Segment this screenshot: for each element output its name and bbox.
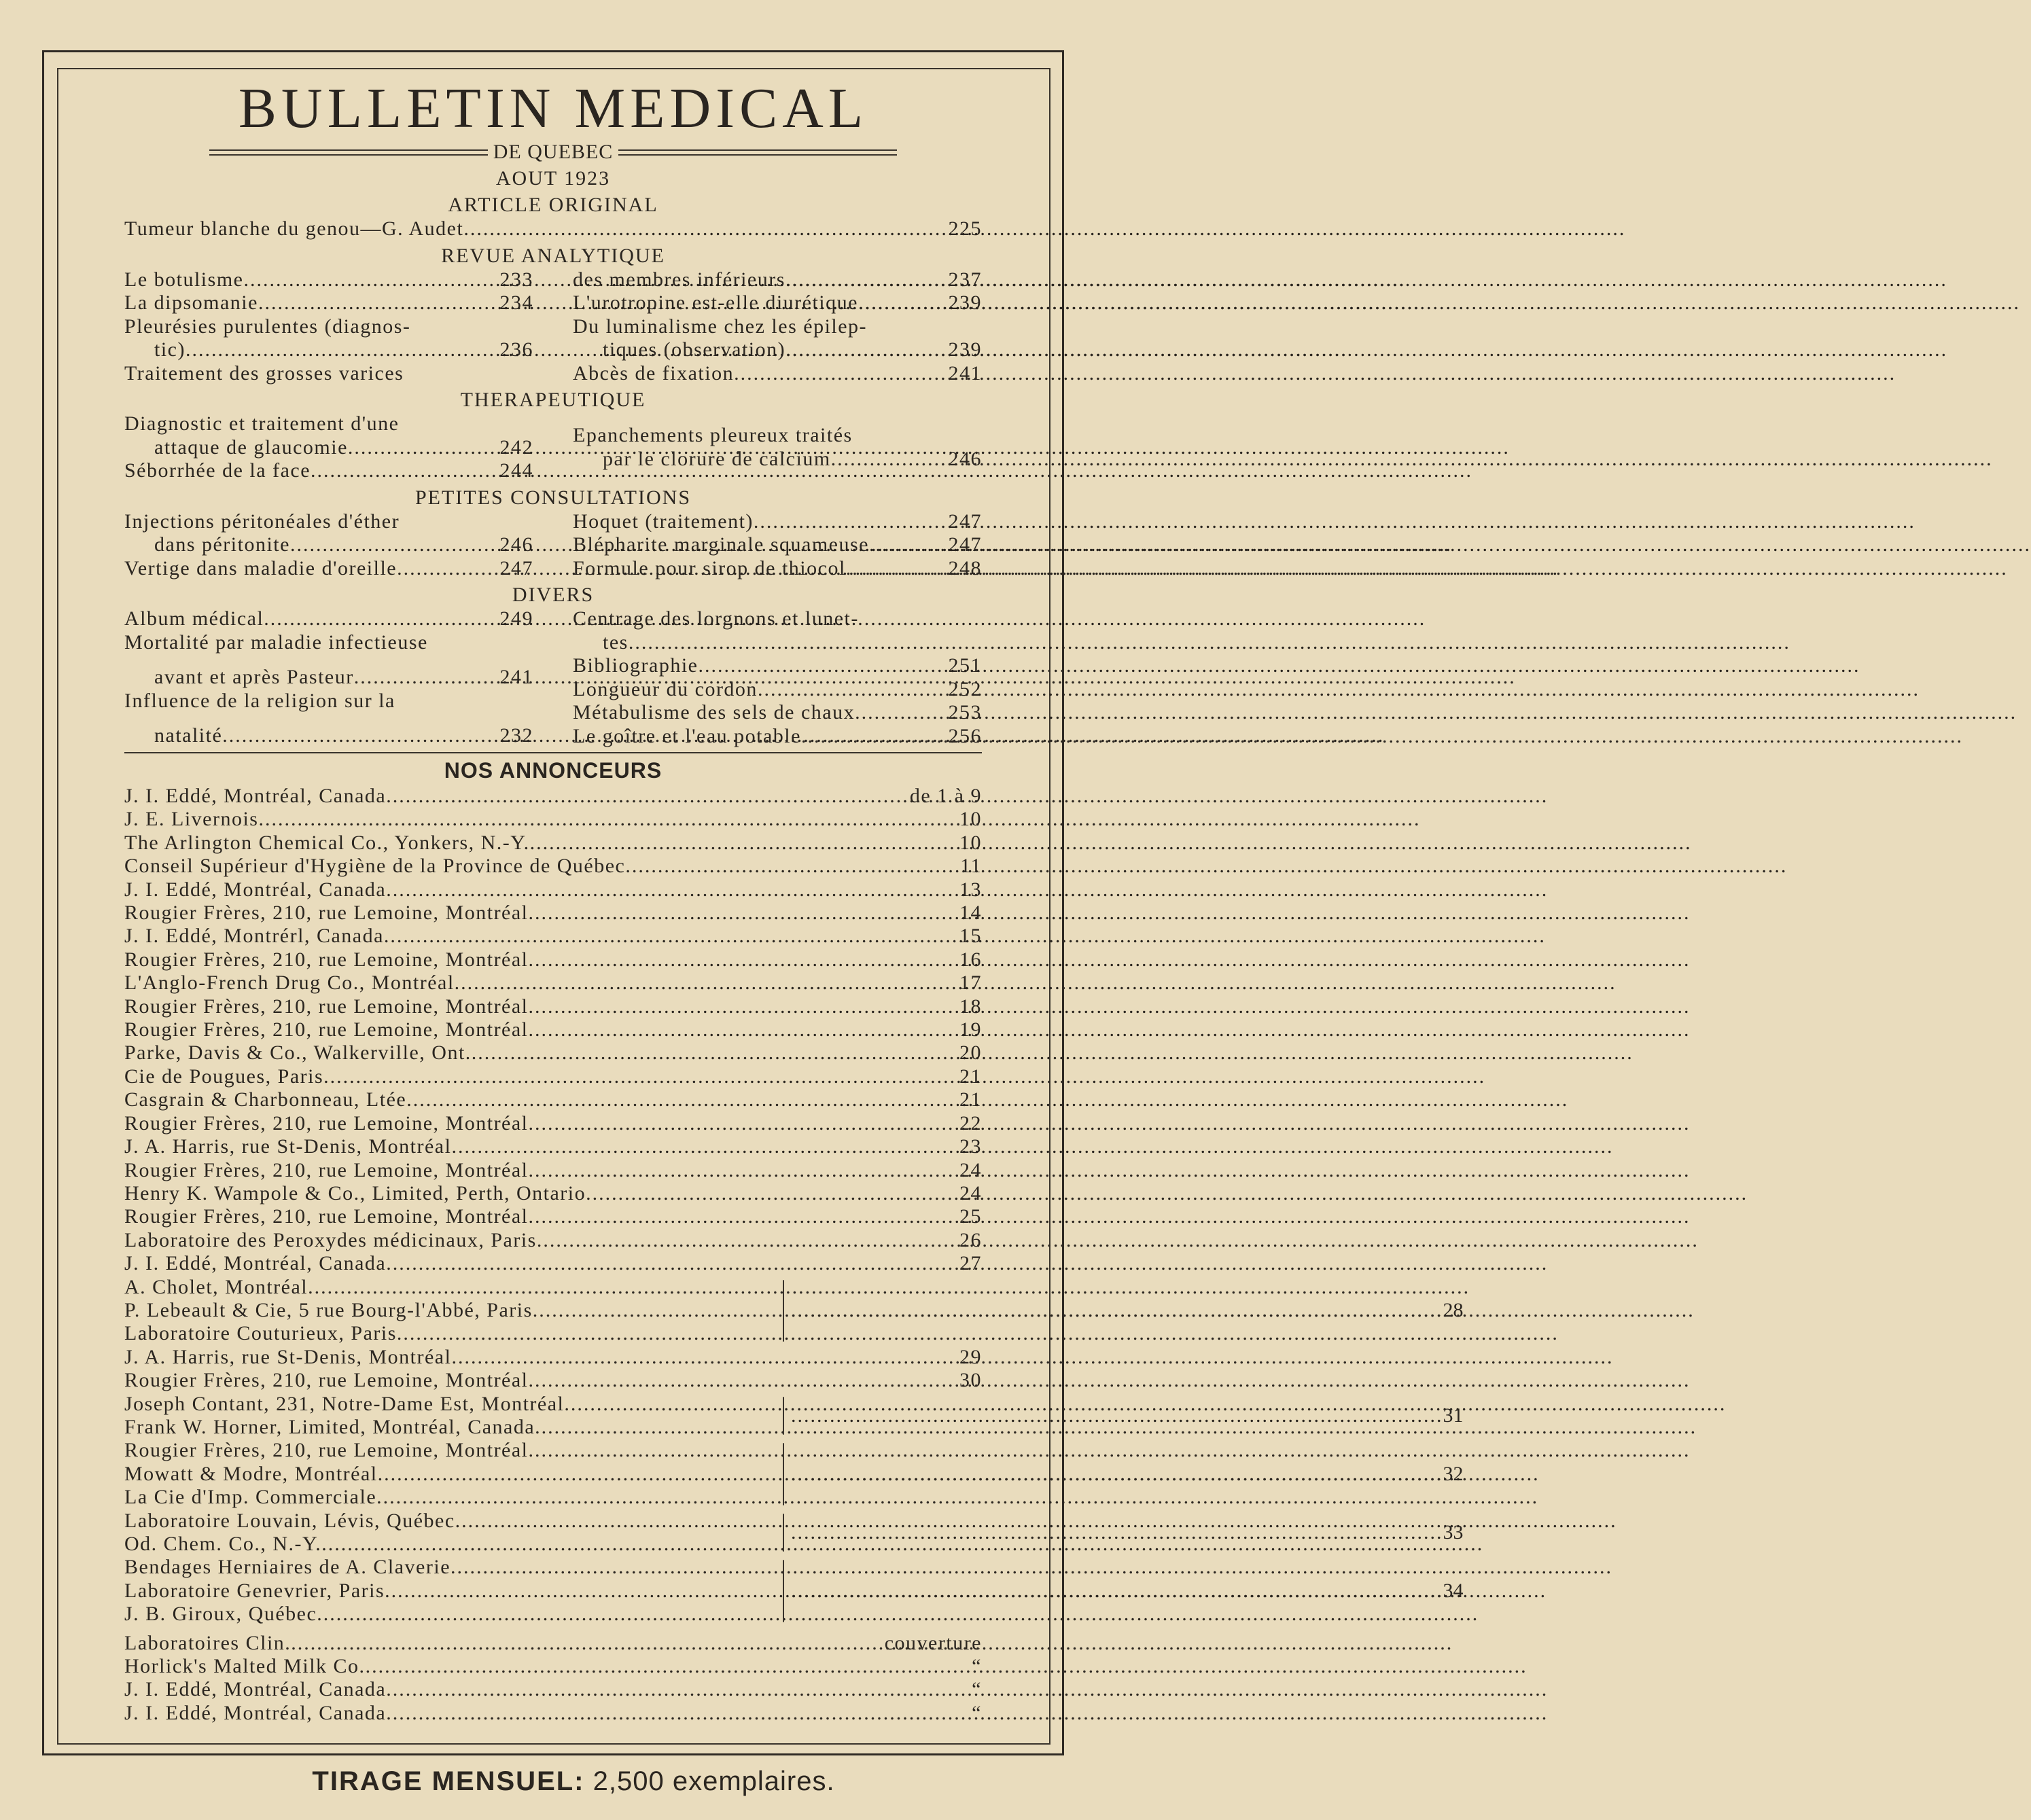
page-number: 13 [959, 878, 982, 901]
brace-bracket [783, 1560, 784, 1622]
advertiser-entry: Rougier Frères, 210, rue Lemoine, Montréal ..... 24 [124, 1159, 982, 1182]
section-divers: DIVERS [512, 584, 595, 606]
advertiser-group [124, 1509, 1464, 1556]
therapeutique-left-column [124, 412, 533, 483]
title-rule-left [209, 149, 488, 156]
toc-entry: L'urotropine est-elle diurétique ..... 239 [573, 291, 982, 315]
advertiser-entry: Casgrain & Charbonneau, Ltée ..... 21 [124, 1088, 982, 1111]
page-number: 253 [948, 701, 982, 724]
advertiser-entry: Rougier Frères, 210, rue Lemoine, Montréal ..... [124, 1439, 773, 1462]
brace-bracket [783, 1280, 784, 1342]
advertiser-group [124, 1275, 1464, 1346]
brace-bracket [783, 1514, 784, 1552]
advertisers-heading: NOS ANNONCEURS [444, 758, 663, 783]
page-content [124, 76, 1464, 1725]
toc-entry: Mortalité par maladie infectieuse [124, 630, 428, 654]
advertiser-entry: P. Lebeault & Cie, 5 rue Bourg-l'Abbé, Paris ..... [124, 1299, 773, 1322]
subtitle-row [124, 140, 982, 164]
page-number: 30 [959, 1369, 982, 1392]
advertiser-entry: J. I. Eddé, Montréal, Canada ..... de 1 à 9 [124, 785, 982, 808]
page-number: “ [972, 1701, 982, 1724]
section-divider [124, 752, 982, 753]
circulation-value: 2,500 exemplaires. [593, 1766, 835, 1796]
toc-entry: Longueur du cordon ..... 252 [573, 678, 982, 702]
consultations-left-column [124, 510, 533, 581]
advertiser-entry: Cie de Pougues, Paris ..... 21 [124, 1065, 982, 1088]
section-petites-consultations: PETITES CONSULTATIONS [414, 486, 691, 509]
page-number: 10 [959, 831, 982, 854]
advertiser-entry: J. B. Giroux, Québec ..... [124, 1603, 773, 1626]
toc-entry: Le botulisme ..... 233 [124, 268, 533, 292]
advertiser-entry: Rougier Frères, 210, rue Lemoine, Montréal ..... 14 [124, 902, 982, 925]
page-number: 34 [1443, 1580, 1464, 1603]
toc-entry: Epanchements pleureux traités [573, 424, 853, 446]
advertiser-group [124, 1392, 1464, 1440]
advertiser-entry: Rougier Frères, 210, rue Lemoine, Montréal ..... 19 [124, 1018, 982, 1041]
page-number: 247 [499, 556, 533, 579]
page-number: 32 [1443, 1462, 1464, 1485]
toc-entry: tiques (observation) ..... 239 [573, 338, 982, 362]
advertiser-entry: Henry K. Wampole & Co., Limited, Perth, Ontario ..... 24 [124, 1182, 982, 1205]
advertiser-entry: A. Cholet, Montréal ..... [124, 1276, 773, 1299]
page-number: 24 [959, 1158, 982, 1181]
page-number: 25 [959, 1205, 982, 1228]
brace-bracket [783, 1443, 784, 1505]
consultations-columns [124, 510, 982, 581]
advertiser-entry: Mowatt & Modre, Montréal ..... [124, 1463, 773, 1486]
advertiser-entry: J. I. Eddé, Montréal, Canada ..... 27 [124, 1252, 982, 1275]
page-number: 232 [499, 724, 533, 747]
advertiser-entry: Rougier Frères, 210, rue Lemoine, Montréal ..... 30 [124, 1369, 982, 1392]
page-number: 33 [1443, 1521, 1464, 1544]
toc-entry: Tumeur blanche du genou—G. Audet ..... 225 [124, 217, 982, 241]
section-revue-analytique: REVUE ANALYTIQUE [441, 244, 665, 267]
advertiser-entry: Parke, Davis & Co., Walkerville, Ont. ..... 20 [124, 1041, 982, 1065]
toc-entry: Traitement des grosses varices [124, 361, 404, 385]
advertiser-entry: Rougier Frères, 210, rue Lemoine, Montréal ..... 16 [124, 948, 982, 971]
page-number: 23 [959, 1135, 982, 1158]
page-number: 18 [959, 995, 982, 1018]
toc-entry: Abcès de fixation ..... 241 [573, 362, 982, 386]
advertiser-entry: J. I. Eddé, Montréal, Canada ..... “ [124, 1678, 982, 1701]
page-number: 11 [960, 855, 982, 878]
toc-entry: Diagnostic et traitement d'une [124, 412, 400, 435]
divers-right-column [573, 607, 982, 748]
page-number: 239 [948, 338, 982, 361]
toc-entry: Séborrhée de la face ..... 244 [124, 459, 533, 483]
advertiser-entry: Rougier Frères, 210, rue Lemoine, Montréal ..... 22 [124, 1112, 982, 1135]
page-number: 234 [499, 291, 533, 314]
advertiser-entry: La Cie d'Imp. Commerciale ..... [124, 1486, 773, 1509]
toc-entry: Formule pour sirop de thiocol ..... 248 [573, 557, 982, 581]
page-number: 17 [959, 971, 982, 995]
page-number: 256 [948, 724, 982, 747]
advertiser-entry: Rougier Frères, 210, rue Lemoine, Montréal ..... 25 [124, 1205, 982, 1228]
page-number: 242 [499, 435, 533, 459]
divers-left-column [124, 607, 533, 748]
toc-entry: Blépharite marginale squameuse ..... 247 [573, 533, 982, 557]
toc-entry: avant et après Pasteur ..... 241 [124, 666, 533, 690]
advertiser-entry: J. A. Harris, rue St-Denis, Montréal ..... 29 [124, 1346, 982, 1369]
page-number: 247 [948, 533, 982, 556]
page-number: 27 [959, 1252, 982, 1275]
toc-entry: Vertige dans maladie d'oreille ..... 247 [124, 557, 533, 581]
page-number: 19 [959, 1018, 982, 1041]
page-number: 241 [948, 361, 982, 385]
page-number: 10 [959, 808, 982, 831]
page-number: 20 [959, 1041, 982, 1065]
page-number: 236 [499, 338, 533, 361]
page-number: 252 [948, 677, 982, 700]
page-number: 29 [959, 1345, 982, 1368]
advertiser-entry: J. I. Eddé, Montréal, Canada ..... “ [124, 1702, 982, 1725]
page-number: “ [972, 1678, 982, 1701]
title-rule-right [618, 149, 897, 156]
toc-entry: dans péritonite ..... 246 [124, 533, 533, 557]
advertiser-entry: J. I. Eddé, Montréal, Canada ..... 13 [124, 878, 982, 902]
page-number: 249 [499, 607, 533, 630]
advertiser-entry: Frank W. Horner, Limited, Montréal, Canada ..... [124, 1416, 773, 1439]
advertiser-entry: Laboratoire Genevrier, Paris ..... [124, 1580, 773, 1603]
revue-columns [124, 268, 982, 386]
page-number: 247 [948, 510, 982, 533]
page-number: 21 [959, 1065, 982, 1088]
page-number: 26 [959, 1228, 982, 1251]
page-number: 239 [948, 291, 982, 314]
toc-entry: Métabulisme des sels de chaux ..... 253 [573, 701, 982, 725]
issue-date: AOUT 1923 [495, 167, 611, 190]
page-number: 24 [959, 1181, 982, 1205]
toc-entry: Influence de la religion sur la [124, 689, 395, 712]
page-number: 21 [959, 1088, 982, 1111]
advertiser-group [124, 1439, 1464, 1509]
toc-entry: tic) ..... 236 [124, 338, 533, 362]
page-number: 246 [948, 447, 982, 470]
consultations-right-column [573, 510, 982, 581]
toc-entry: Centrage des lorgnons et lunet- [573, 607, 859, 630]
page-title: BULLETIN MEDICAL [238, 77, 868, 140]
advertiser-entry: Laboratoire Couturieux, Paris ..... [124, 1322, 773, 1345]
advertiser-entry: J. E. Livernois ..... 10 [124, 808, 982, 831]
advertiser-entry: Laboratoires Clin. ..... couverture [124, 1632, 982, 1655]
page-number: 14 [959, 902, 982, 925]
section-therapeutique: THERAPEUTIQUE [460, 389, 646, 411]
toc-entry: natalité ..... 232 [124, 724, 533, 748]
advertiser-entry: Horlick's Malted Milk Co. ..... “ [124, 1655, 982, 1678]
toc-entry: Injections péritonéales d'éther [124, 510, 400, 533]
page-number: 233 [499, 268, 533, 291]
advertiser-entry: J. A. Harris, rue St-Denis, Montréal ..... 23 [124, 1135, 982, 1158]
circulation-footer [0, 1766, 1147, 1797]
toc-entry: des membres inférieurs ..... 237 [573, 268, 982, 292]
page-number: 28 [1443, 1299, 1464, 1322]
page-number: 251 [948, 654, 982, 677]
advertiser-group [124, 1556, 1464, 1626]
page-subtitle: DE QUEBEC [493, 141, 614, 163]
advertiser-entry: Rougier Frères, 210, rue Lemoine, Montréal ..... 18 [124, 995, 982, 1018]
advertiser-entry: Conseil Supérieur d'Hygiène de la Province de Québec ..... 11 [124, 855, 982, 878]
advertiser-entry: Joseph Contant, 231, Notre-Dame Est, Montréal ..... [124, 1393, 773, 1416]
toc-entry: Bibliographie ..... 251 [573, 654, 982, 678]
toc-entry: Hoquet (traitement) ..... 247 [573, 510, 982, 534]
page-number: 241 [499, 666, 533, 688]
toc-entry: attaque de glaucomie ..... 242 [124, 436, 533, 460]
page-number: 237 [948, 268, 982, 291]
advertiser-entry: The Arlington Chemical Co., Yonkers, N.-Y. ..... 10 [124, 832, 982, 855]
toc-entry: Du luminalisme chez les épilep- [573, 315, 868, 338]
advertiser-entry: Laboratoire Louvain, Lévis, Québec ..... [124, 1510, 773, 1533]
advertiser-entry: Bendages Herniaires de A. Claverie ..... [124, 1556, 773, 1579]
therapeutique-right-column [573, 412, 982, 483]
advertiser-entry: Laboratoire des Peroxydes médicinaux, Paris ..... 26 [124, 1229, 982, 1252]
advertiser-entry: J. I. Eddé, Montrérl, Canada ..... 15 [124, 925, 982, 948]
toc-entry: par le clorure de calcium ..... 246 [573, 448, 982, 471]
toc-entry: Album médical ..... 249 [124, 607, 533, 631]
page-number: 31 [1443, 1404, 1464, 1427]
revue-left-column [124, 268, 533, 386]
advertisers-list [124, 785, 1464, 1725]
toc-entry: Pleurésies purulentes (diagnos- [124, 315, 411, 338]
toc-entry: Le goître et l'eau potable ..... 256 [573, 725, 982, 749]
page-number: 244 [499, 459, 533, 482]
page-number: 15 [959, 925, 982, 948]
page-number: 246 [499, 533, 533, 556]
therapeutique-columns [124, 412, 982, 483]
advertiser-entry: L'Anglo-French Drug Co., Montréal ..... 17 [124, 971, 982, 995]
page-number: 16 [959, 948, 982, 971]
toc-entry: La dipsomanie ..... 234 [124, 291, 533, 315]
page-number: 248 [948, 556, 982, 579]
section-article-original: ARTICLE ORIGINAL [448, 194, 658, 216]
divers-columns [124, 607, 982, 748]
page-number: 22 [959, 1111, 982, 1135]
page-number: de 1 à 9 [909, 785, 982, 807]
toc-entry: tes ..... [573, 631, 982, 655]
advertiser-entry: Od. Chem. Co., N.-Y. ..... [124, 1533, 773, 1556]
page-number: “ [972, 1655, 982, 1678]
brace-bracket [783, 1397, 784, 1435]
revue-right-column [573, 268, 982, 386]
circulation-label: TIRAGE MENSUEL: [312, 1766, 585, 1796]
page-number: couverture [884, 1631, 982, 1654]
